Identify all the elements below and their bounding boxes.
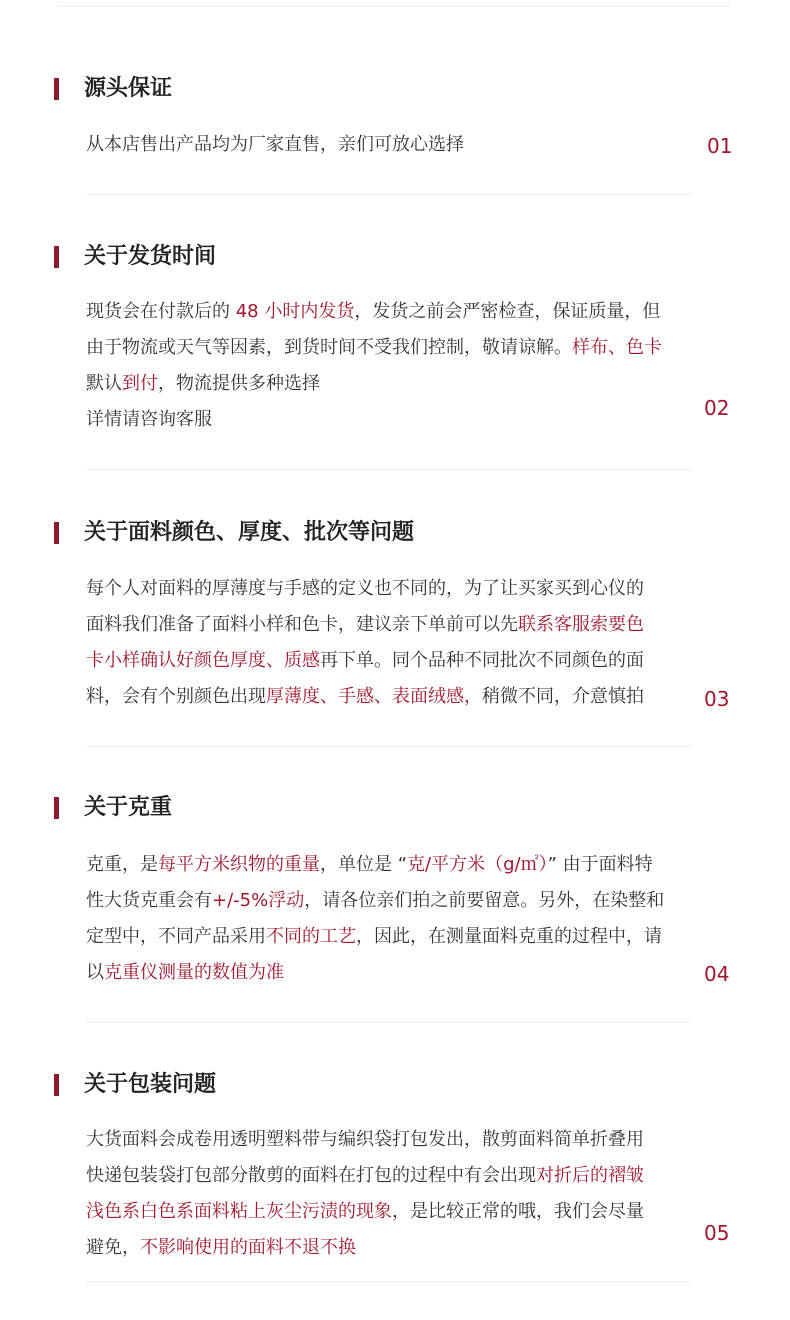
body-text-run: ” 由于面料特	[547, 854, 653, 875]
body-text-run: 大货面料会成卷用透明塑料带与编织袋打包发出，散剪面料简单折叠用	[86, 1129, 644, 1150]
body-text-run: 详情请咨询客服	[86, 409, 212, 430]
section-body	[86, 294, 692, 438]
highlight-text: 48 小时内发货	[235, 301, 355, 322]
body-text-run: 面料我们准备了面料小样和色卡，建议亲下单前可以先	[86, 614, 518, 635]
section-accent-bar	[54, 1074, 59, 1096]
body-text-run: ，物流提供多种选择	[158, 373, 320, 394]
body-line	[86, 330, 692, 366]
section-title: 关于克重	[84, 795, 173, 820]
highlight-text: 不影响使用的面料不退不换	[140, 1237, 356, 1258]
section-body	[86, 127, 692, 163]
body-text-run: ，单位是 “	[320, 854, 408, 875]
top-divider	[58, 6, 730, 7]
section-title: 关于发货时间	[84, 244, 217, 269]
section-divider	[86, 746, 692, 747]
body-text-run: 料，会有个别颜色出现	[86, 686, 266, 707]
section-accent-bar	[54, 522, 59, 544]
body-text-run: 以	[86, 962, 104, 983]
body-text-run: 现货会在付款后的	[86, 301, 236, 322]
body-text-run: 定型中，不同产品采用	[86, 926, 266, 947]
body-line	[86, 847, 692, 883]
highlight-text: 克/平方米（g/㎡）	[407, 854, 548, 875]
body-line	[86, 1122, 692, 1158]
body-text-run: 避免，	[86, 1237, 140, 1258]
section-accent-bar	[54, 78, 59, 100]
section-divider	[86, 1022, 692, 1023]
highlight-text: 每平方米织物的重量	[158, 854, 320, 875]
body-line	[86, 402, 692, 438]
section-divider	[86, 1281, 692, 1282]
body-text-run: 由于物流或天气等因素，到货时间不受我们控制，敬请谅解。	[86, 337, 572, 358]
highlight-text: 到付	[122, 373, 158, 394]
section-number: 04	[704, 962, 730, 986]
section-body	[86, 1122, 692, 1266]
section-title: 关于面料颜色、厚度、批次等问题	[84, 520, 415, 545]
section-number: 02	[704, 396, 730, 420]
highlight-text: 不同的工艺	[266, 926, 356, 947]
section-accent-bar	[54, 797, 59, 819]
body-text-run: 快递包装袋打包部分散剪的面料在打包的过程中有会出现	[86, 1165, 536, 1186]
body-text-run: ，因此，在测量面料克重的过程中，请	[356, 926, 662, 947]
section-number: 01	[707, 134, 733, 158]
body-line	[86, 1194, 692, 1230]
highlight-text: 卡小样确认好颜色厚度、质感	[86, 650, 320, 671]
body-line	[86, 883, 692, 919]
body-text-run: 再下单。同个品种不同批次不同颜色的面	[320, 650, 644, 671]
body-line	[86, 1230, 692, 1266]
section-title: 关于包装问题	[84, 1072, 217, 1097]
body-line	[86, 919, 692, 955]
highlight-text: 克重仪测量的数值为准	[104, 962, 284, 983]
section-divider	[86, 194, 692, 195]
section-accent-bar	[54, 246, 59, 268]
body-text-run: ，是比较正常的哦，我们会尽量	[392, 1201, 644, 1222]
body-line	[86, 643, 692, 679]
highlight-text: 联系客服索要色	[518, 614, 644, 635]
body-text-run: 性大货克重会有	[86, 890, 212, 911]
body-text-run: 从本店售出产品均为厂家直售，亲们可放心选择	[86, 134, 464, 155]
highlight-text: 对折后的褶皱	[536, 1165, 644, 1186]
section-number: 03	[704, 687, 730, 711]
section-body	[86, 571, 692, 715]
highlight-text: +/-5%浮动	[212, 890, 305, 911]
body-text-run: 克重，是	[86, 854, 158, 875]
highlight-text: 浅色系白色系面料粘上灰尘污渍的现象	[86, 1201, 392, 1222]
body-line	[86, 294, 692, 330]
body-line	[86, 955, 692, 991]
body-line	[86, 571, 692, 607]
highlight-text: 样布、色卡	[572, 337, 662, 358]
highlight-text: 厚薄度、手感、表面绒感，	[266, 686, 482, 707]
body-line	[86, 366, 692, 402]
body-text-run: 每个人对面料的厚薄度与手感的定义也不同的，为了让买家买到心仪的	[86, 578, 644, 599]
section-title: 源头保证	[84, 76, 173, 101]
body-line	[86, 679, 692, 715]
body-line	[86, 127, 692, 163]
section-number: 05	[704, 1221, 730, 1245]
body-text-run: ，请各位亲们拍之前要留意。另外，在染整和	[304, 890, 665, 911]
section-body	[86, 847, 692, 991]
body-line	[86, 607, 692, 643]
section-divider	[86, 469, 692, 470]
body-text-run: 稍微不同，介意慎拍	[482, 686, 644, 707]
body-line	[86, 1158, 692, 1194]
body-text-run: ，发货之前会严密检查，保证质量，但	[354, 301, 661, 322]
body-text-run: 默认	[86, 373, 122, 394]
